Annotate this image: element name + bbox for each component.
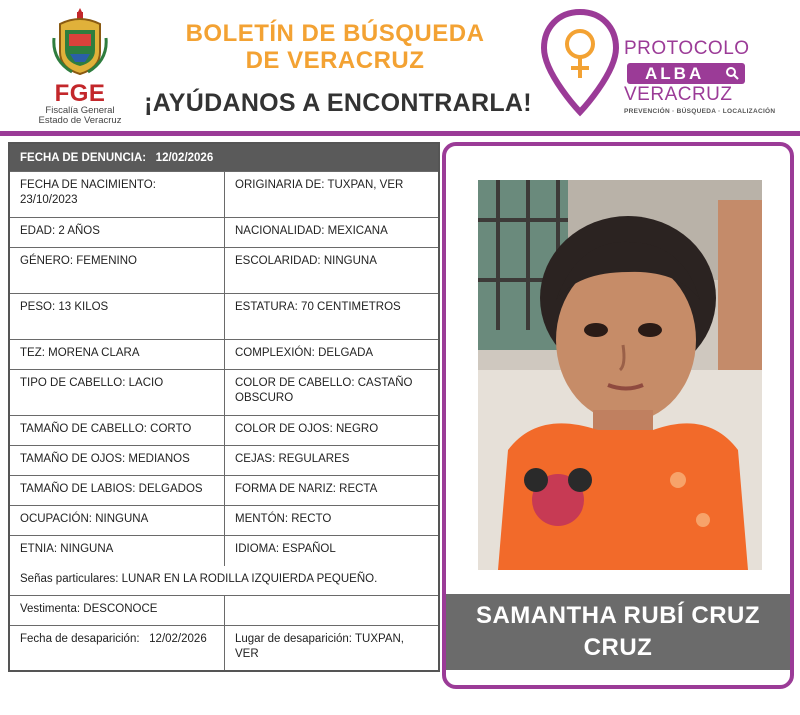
report-date-row bbox=[10, 144, 438, 172]
title-line2: DE VERACRUZ bbox=[245, 47, 425, 74]
protocol-line3: VERACRUZ bbox=[624, 84, 733, 105]
table-cell bbox=[10, 416, 224, 445]
bulletin-title bbox=[150, 20, 520, 74]
disappearance-place-label: Lugar de desaparición: bbox=[235, 633, 352, 645]
field-value: TUXPAN, VER bbox=[327, 179, 404, 191]
table-cell bbox=[10, 536, 224, 566]
table-cell bbox=[10, 340, 224, 369]
field-value: 13 KILOS bbox=[58, 301, 109, 313]
field-label: TAMAÑO DE LABIOS: bbox=[20, 483, 136, 495]
table-cell bbox=[10, 370, 224, 415]
table-cell bbox=[10, 476, 224, 505]
clothing-label: Vestimenta: bbox=[20, 603, 81, 615]
field-label: ETNIA: bbox=[20, 543, 58, 555]
field-label: MENTÓN: bbox=[235, 513, 289, 525]
table-cell bbox=[224, 416, 438, 445]
field-label: OCUPACIÓN: bbox=[20, 513, 92, 525]
field-value: CORTO bbox=[150, 423, 192, 435]
field-value: NEGRO bbox=[335, 423, 379, 435]
bulletin-header bbox=[0, 0, 800, 135]
bulletin-subtitle: ¡AYÚDANOS A ENCONTRARLA! bbox=[144, 89, 532, 117]
report-date-cell bbox=[10, 144, 438, 171]
disappearance-place-value: TUXPAN, VER bbox=[235, 633, 404, 660]
table-row bbox=[10, 218, 438, 248]
field-label: TAMAÑO DE CABELLO: bbox=[20, 423, 147, 435]
coat-of-arms-icon bbox=[52, 8, 108, 78]
title-line1: BOLETÍN DE BÚSQUEDA bbox=[185, 20, 485, 47]
clothing-cell bbox=[10, 596, 224, 625]
disappearance-date-cell bbox=[10, 626, 224, 670]
field-label: TEZ: bbox=[20, 347, 45, 359]
marks-cell bbox=[10, 566, 438, 595]
field-label: COLOR DE OJOS: bbox=[235, 423, 333, 435]
field-label: FECHA DE NACIMIENTO: bbox=[20, 179, 156, 191]
field-value: NINGUNA bbox=[95, 513, 149, 525]
field-value: 23/10/2023 bbox=[20, 194, 78, 206]
table-cell bbox=[224, 172, 438, 217]
fge-subtitle bbox=[30, 106, 130, 126]
table-cell bbox=[224, 506, 438, 535]
field-value: MORENA CLARA bbox=[48, 347, 140, 359]
table-cell bbox=[224, 248, 438, 293]
clothing-row bbox=[10, 596, 438, 626]
field-label: ESCOLARIDAD: bbox=[235, 255, 321, 267]
table-row bbox=[10, 506, 438, 536]
field-value: NINGUNA bbox=[60, 543, 114, 555]
field-value: 70 CENTIMETROS bbox=[301, 301, 401, 313]
field-value: MEDIANOS bbox=[128, 453, 190, 465]
fge-acronym: FGE bbox=[54, 80, 106, 107]
search-icon bbox=[725, 66, 740, 81]
marks-value: LUNAR EN LA RODILLA IZQUIERDA PEQUEÑO. bbox=[121, 573, 378, 585]
disappearance-date-label: Fecha de desaparición: bbox=[20, 633, 140, 645]
table-row bbox=[10, 340, 438, 370]
table-cell bbox=[10, 172, 224, 217]
table-row bbox=[10, 248, 438, 294]
marks-label: Señas particulares: bbox=[20, 573, 119, 585]
table-row bbox=[10, 536, 438, 566]
field-label: COLOR DE CABELLO: bbox=[235, 377, 355, 389]
field-label: IDIOMA: bbox=[235, 543, 280, 555]
fge-logo bbox=[30, 8, 130, 126]
photo-card bbox=[442, 142, 794, 689]
disappearance-place-cell bbox=[224, 626, 438, 670]
field-value: RECTO bbox=[291, 513, 332, 525]
field-value: REGULARES bbox=[278, 453, 350, 465]
table-cell bbox=[224, 536, 438, 566]
fge-line1: Fiscalía General bbox=[45, 105, 115, 116]
table-cell bbox=[10, 248, 224, 293]
table-cell bbox=[224, 294, 438, 339]
rows-container bbox=[10, 172, 438, 566]
table-cell bbox=[10, 218, 224, 247]
disappearance-date-value: 12/02/2026 bbox=[149, 633, 207, 645]
field-value: RECTA bbox=[339, 483, 378, 495]
field-label: GÉNERO: bbox=[20, 255, 74, 267]
table-row bbox=[10, 172, 438, 218]
field-label: CEJAS: bbox=[235, 453, 276, 465]
field-label: NACIONALIDAD: bbox=[235, 225, 325, 237]
report-date-value: 12/02/2026 bbox=[155, 152, 214, 164]
table-row bbox=[10, 446, 438, 476]
field-value: MEXICANA bbox=[327, 225, 388, 237]
field-value: CASTAÑO OBSCURO bbox=[235, 377, 413, 404]
location-pin-venus-icon bbox=[540, 8, 620, 118]
table-cell bbox=[224, 370, 438, 415]
field-label: PESO: bbox=[20, 301, 56, 313]
table-row bbox=[10, 294, 438, 340]
name-line2: CRUZ bbox=[583, 634, 653, 661]
protocolo-alba-logo bbox=[540, 8, 780, 128]
child-photo-icon bbox=[478, 180, 762, 570]
field-label: ORIGINARIA DE: bbox=[235, 179, 325, 191]
clothing-value: DESCONOCE bbox=[83, 603, 158, 615]
field-label: EDAD: bbox=[20, 225, 56, 237]
protocol-tagline: PREVENCIÓN · BÚSQUEDA · LOCALIZACIÓN bbox=[624, 108, 776, 115]
field-label: ESTATURA: bbox=[235, 301, 298, 313]
table-cell bbox=[10, 446, 224, 475]
field-value: DELGADOS bbox=[138, 483, 203, 495]
field-value: 2 AÑOS bbox=[58, 225, 100, 237]
field-value: LACIO bbox=[128, 377, 164, 389]
table-row bbox=[10, 416, 438, 446]
table-cell bbox=[10, 506, 224, 535]
table-cell bbox=[224, 446, 438, 475]
field-value: DELGADA bbox=[318, 347, 374, 359]
alba-badge-label: ALBA bbox=[645, 64, 705, 83]
protocol-line1: PROTOCOLO bbox=[624, 38, 750, 59]
field-label: TAMAÑO DE OJOS: bbox=[20, 453, 126, 465]
header-divider bbox=[0, 131, 800, 136]
missing-person-name bbox=[446, 594, 790, 670]
field-label: COMPLEXIÓN: bbox=[235, 347, 315, 359]
empty-cell bbox=[224, 596, 438, 625]
table-row bbox=[10, 476, 438, 506]
field-label: TIPO DE CABELLO: bbox=[20, 377, 126, 389]
missing-person-photo bbox=[478, 180, 762, 570]
table-row bbox=[10, 370, 438, 416]
field-value: ESPAÑOL bbox=[282, 543, 336, 555]
table-cell bbox=[224, 340, 438, 369]
field-value: FEMENINO bbox=[76, 255, 137, 267]
marks-row bbox=[10, 566, 438, 596]
info-table bbox=[8, 142, 440, 672]
table-cell bbox=[224, 218, 438, 247]
report-date-label: FECHA DE DENUNCIA: bbox=[20, 152, 147, 164]
disappearance-row bbox=[10, 626, 438, 670]
fge-line2: Estado de Veracruz bbox=[38, 115, 122, 126]
field-value: NINGUNA bbox=[323, 255, 377, 267]
alba-badge bbox=[627, 63, 745, 84]
table-cell bbox=[224, 476, 438, 505]
table-cell bbox=[10, 294, 224, 339]
name-line1: SAMANTHA RUBÍ CRUZ bbox=[475, 602, 761, 629]
field-label: FORMA DE NARIZ: bbox=[235, 483, 336, 495]
